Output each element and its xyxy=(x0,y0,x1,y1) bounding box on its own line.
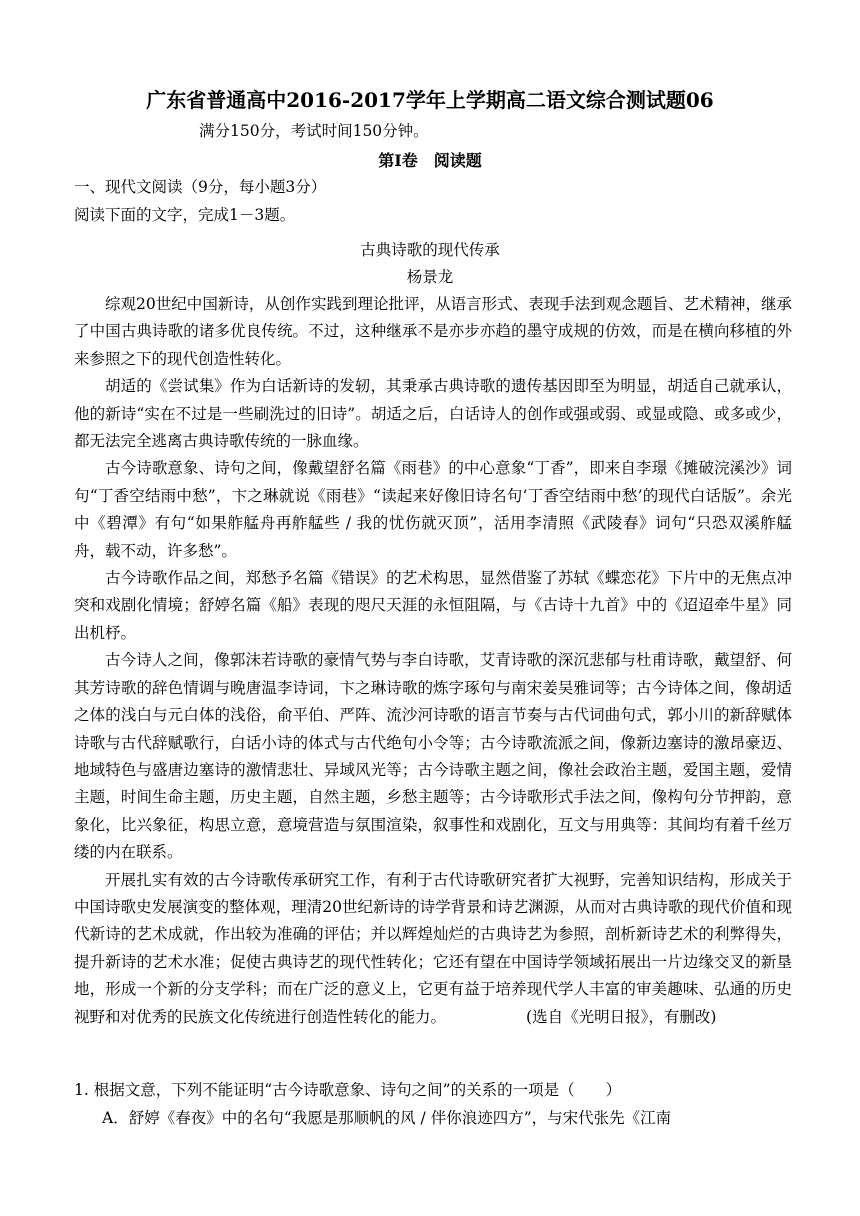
article-author: 杨景龙 xyxy=(406,268,454,286)
article-paragraph: 胡适的《尝试集》作为白话新诗的发轫，其秉承古典诗歌的遗传基因即至为明显，胡适自己就承认，他的新诗“实在不过是一些刷洗过的旧诗”。胡适之后，白话诗人的创作或强或弱、或显或隐、或多或少，都无法完全逃离古典诗歌传统的一脉血缘。 xyxy=(74,377,792,451)
part-one-heading: 一、现代文阅读（9分，每小题3分） xyxy=(74,178,327,196)
article-body xyxy=(74,291,792,1031)
article-paragraph: 古今诗歌意象、诗句之间，像戴望舒名篇《雨巷》的中心意象“丁香”，即来自李璟《摊破浣溪沙》词句“丁香空结雨中愁”，卞之琳就说《雨巷》“读起来好像旧诗名句‘丁香空结雨中愁’的现代白话版”。余光中《碧潭》有句“如果舴艋舟再舴艋些 / 我的忧伤就灭顶”，活用李清照《武陵春》词句“只恐双溪舴艋舟，载不动，许多愁”。 xyxy=(74,459,792,560)
article-title: 古典诗歌的现代传承 xyxy=(360,241,500,259)
article-source: (选自《光明日报》，有删改) xyxy=(526,1007,717,1026)
question-1-stem: 1. 根据文意，下列不能证明“古今诗歌意象、诗句之间”的关系的一项是（ ） xyxy=(74,1081,622,1099)
section-heading: 第Ⅰ卷 阅读题 xyxy=(378,151,482,170)
question-1-option-a: A．舒婷《春夜》中的名句“我愿是那顺帆的风 / 伴你浪迹四方”，与宋代张先《江南 xyxy=(102,1109,672,1127)
article-paragraph-last xyxy=(74,867,792,1031)
article-paragraph: 古今诗人之间，像郭沫若诗歌的豪情气势与李白诗歌，艾青诗歌的深沉悲郁与杜甫诗歌，戴望舒、何其芳诗歌的辞色情调与晚唐温李诗词，卞之琳诗歌的炼字琢句与南宋姜吴雅词等；古今诗体之间，像胡适之体的浅白与元白体的浅俗，俞平伯、严阵、流沙河诗歌的语言节奏与古代词曲句式，郭小川的新辞赋体诗歌与古代辞赋歌行，白话小诗的体式与古代绝句小令等；古今诗歌流派之间，像新边塞诗的激昂豪迈、地域特色与盛唐边塞诗的激情悲壮、异域风光等；古今诗歌主题之间，像社会政治主题，爱国主题，爱情主题，时间生命主题，历史主题，自然主题，乡愁主题等；古今诗歌形式手法之间，像构句分节押韵，意象化，比兴象征，构思立意，意境营造与氛围渲染，叙事性和戏剧化，互文与用典等：其间均有着千丝万缕的内在联系。 xyxy=(74,651,792,862)
article-paragraph: 综观20世纪中国新诗，从创作实践到理论批评，从语言形式、表现手法到观念题旨、艺术精神，继承了中国古典诗歌的诸多优良传统。不过，这种继承不是亦步亦趋的墨守成规的仿效，而是在横向移植的外来参照之下的现代创造性转化。 xyxy=(74,295,792,368)
exam-subtitle: 满分150分，考试时间150分钟。 xyxy=(199,122,429,140)
reading-instruction: 阅读下面的文字，完成1－3题。 xyxy=(74,206,296,224)
exam-title: 广东省普通高中2016-2017学年上学期高二语文综合测试题06 xyxy=(146,88,714,112)
article-paragraph: 古今诗歌作品之间，郑愁予名篇《错误》的艺术构思，显然借鉴了苏轼《蝶恋花》下片中的无焦点冲突和戏剧化情境；舒婷名篇《船》表现的咫尺天涯的永恒阻隔，与《古诗十九首》中的《迢迢牵牛星》同出机杼。 xyxy=(74,569,792,642)
article-paragraph-text: 开展扎实有效的古今诗歌传承研究工作，有利于古代诗歌研究者扩大视野，完善知识结构，形成关于中国诗歌史发展演变的整体观，理清20世纪新诗的诗学背景和诗艺渊源，从而对古典诗歌的现代价值和现代新诗的艺术成就，作出较为准确的评估；并以辉煌灿烂的古典诗艺为参照，剖析新诗艺术的利弊得失，提升新诗的艺术水准；促使古典诗艺的现代性转化；它还有望在中国诗学领域拓展出一片边缘交叉的新垦地，形成一个新的分支学科；而在广泛的意义上，它更有益于培养现代学人丰富的审美趣味、弘通的历史视野和对优秀的民族文化传统进行创造性转化的能力。 xyxy=(74,870,792,1026)
